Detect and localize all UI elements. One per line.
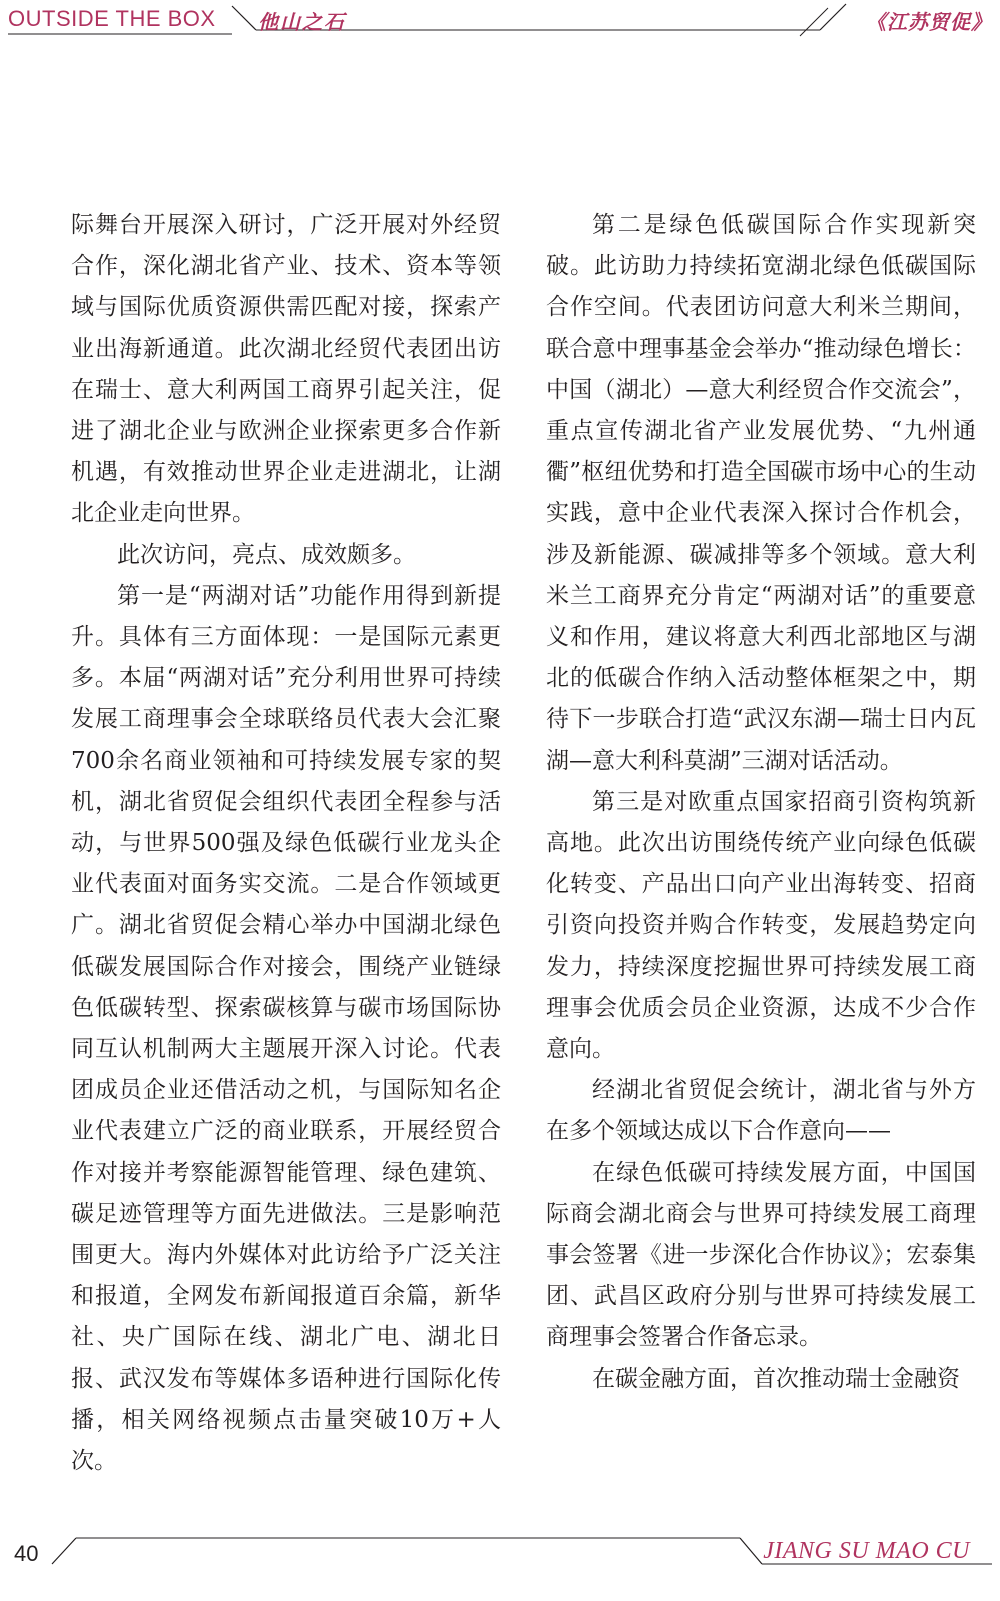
paragraph: 经湖北省贸促会统计，湖北省与外方在多个领域达成以下合作意向——	[546, 1077, 976, 1145]
paragraph: 此次访问，亮点、成效颇多。	[117, 541, 416, 568]
section-title-en: OUTSIDE THE BOX	[8, 6, 216, 31]
paragraph: 第一是“两湖对话”功能作用得到新提升。具体有三方面体现：一是国际元素更多。本届“两湖对话”充分利用世界可持续发展工商理事会全球联络员代表大会汇聚700余名商业领袖和可持续发展专家的契机，湖北省贸促会组织代表团全程参与活动，与世界500强及绿色低碳行业龙头企业代表面对面务实交流。二是合作领域更广。湖北省贸促会精心举办中国湖北绿色低碳发展国际合作对接会，围绕产业链绿色低碳转型、探索碳核算与碳市场国际协同互认机制两大主题展开深入讨论。代表团成员企业还借活动之机，与国际知名企业代表建立广泛的商业联系，开展经贸合作对接并考察能源智能管理、绿色建筑、碳足迹管理等方面先进做法。三是影响范围更大。海内外媒体对此访给予广泛关注和报道，全网发布新闻报道百余篇，新华社、央广国际在线、湖北广电、湖北日报、武汉发布等媒体多语种进行国际化传播，相关网络视频点击量突破10万+人次。	[71, 582, 501, 1475]
paragraph: 第二是绿色低碳国际合作实现新突破。此访助力持续拓宽湖北绿色低碳国际合作空间。代表团访问意大利米兰期间，联合意中理事基金会举办“推动绿色增长：中国（湖北）—意大利经贸合作交流会”，重点宣传湖北省产业发展优势、“九州通衢”枢纽优势和打造全国碳市场中心的生动实践，意中企业代表深入探讨合作机会，涉及新能源、碳减排等多个领域。意大利米兰工商界充分肯定“两湖对话”的重要意义和作用，建议将意大利西北部地区与湖北的低碳合作纳入活动整体框架之中，期待下一步联合打造“武汉东湖—瑞士日内瓦湖—意大利科莫湖”三湖对话活动。	[546, 212, 976, 774]
paragraph: 在碳金融方面，首次推动瑞士金融资	[592, 1365, 960, 1392]
article-column-left	[71, 205, 501, 1482]
article-column-right	[546, 205, 976, 1400]
page-header	[0, 0, 1000, 60]
magazine-title: 《江苏贸促》	[866, 10, 992, 34]
paragraph: 际舞台开展深入研讨，广泛开展对外经贸合作，深化湖北省产业、技术、资本等领域与国际优质资源供需匹配对接，探索产业出海新通道。此次湖北经贸代表团出访在瑞士、意大利两国工商界引起关注，促进了湖北企业与欧洲企业探索更多合作新机遇，有效推动世界企业走进湖北，让湖北企业走向世界。	[71, 212, 501, 527]
section-title-cn: 他山之石	[258, 10, 346, 34]
paragraph: 在绿色低碳可持续发展方面，中国国际商会湖北商会与世界可持续发展工商理事会签署《进一步深化合作协议》；宏泰集团、武昌区政府分别与世界可持续发展工商理事会签署合作备忘录。	[546, 1159, 976, 1351]
magazine-name-en: JIANG SU MAO CU	[763, 1538, 970, 1564]
page-number: 40	[14, 1541, 39, 1566]
page-footer	[0, 1530, 1000, 1601]
paragraph: 第三是对欧重点国家招商引资构筑新高地。此次出访围绕传统产业向绿色低碳化转变、产品出口向产业出海转变、招商引资向投资并购合作转变，发展趋势定向发力，持续深度挖掘世界可持续发展工商理事会优质会员企业资源，达成不少合作意向。	[546, 788, 976, 1063]
